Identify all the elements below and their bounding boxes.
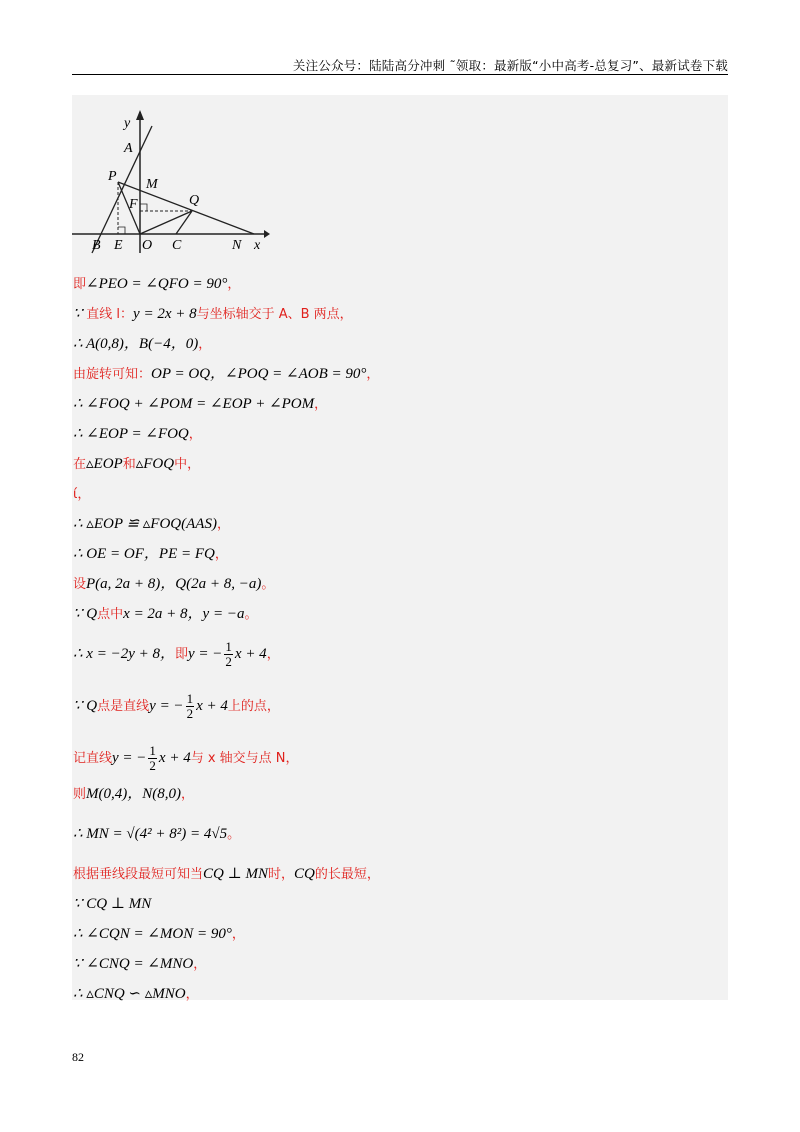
solution-line — [73, 334, 211, 355]
solution-line — [73, 984, 199, 1005]
math-expression: ∴ ∠EOP = ∠FOQ — [73, 426, 189, 442]
header-text: 关注公众号：陆陆高分冲刺 ˜领取：最新版“小中高考-总复习”、最新试卷下载 — [292, 58, 728, 73]
page-header — [72, 48, 728, 75]
solution-line — [73, 924, 245, 945]
explanation-text: ， — [227, 277, 241, 292]
explanation-text: 与坐标轴交于 A、B 两点， — [196, 307, 353, 322]
explanation-text: 与 x 轴交与点 N， — [190, 750, 299, 766]
math-expression: ∵ Q — [73, 697, 98, 714]
explanation-text: 则 — [73, 787, 87, 802]
solution-line — [73, 640, 280, 669]
explanation-text: 。 — [244, 607, 258, 622]
fraction — [224, 640, 233, 669]
fraction — [148, 744, 157, 773]
explanation-text: 由旋转可知： — [73, 367, 152, 382]
explanation-text: 和 — [122, 457, 136, 472]
explanation-text: 即 — [174, 646, 188, 662]
explanation-text: 上的点， — [227, 698, 280, 714]
solution-line — [73, 574, 274, 595]
math-expression: ∴ A(0,8)，B(−4，0) — [73, 336, 199, 352]
explanation-text: ， — [216, 517, 230, 532]
solution-line — [73, 784, 194, 805]
solution-line — [73, 364, 379, 385]
explanation-text: 设 — [73, 577, 87, 592]
label-a: A — [124, 141, 133, 156]
math-expression: OP = OQ，∠POQ = ∠AOB = 90° — [151, 366, 367, 382]
math-expression: M(0,4)，N(8,0) — [86, 786, 181, 802]
math-expression: ∵ — [73, 306, 87, 322]
solution-line — [73, 744, 299, 773]
explanation-text: 根据垂线段最短可知当 — [73, 867, 204, 882]
math-expression: ∴ ▵EOP ≌ ▵FOQ(AAS) — [73, 516, 217, 532]
math-expression: CQ ⊥ MN — [203, 866, 268, 882]
explanation-text: ， — [366, 367, 380, 382]
solution-line — [73, 544, 228, 565]
math-expression: ∴ ∠FOQ + ∠POM = ∠EOP + ∠POM — [73, 396, 315, 412]
math-expression: ∵ CQ ⊥ MN — [73, 896, 152, 912]
math-expression: ∴ x = −2y + 8， — [73, 645, 175, 662]
label-x: x — [254, 238, 261, 253]
fraction — [186, 692, 195, 721]
math-expression: y = − — [149, 697, 184, 714]
fraction-denominator: 2 — [186, 706, 194, 721]
math-expression: y = − — [188, 645, 223, 662]
explanation-text: ， — [231, 927, 245, 942]
label-q: Q — [189, 193, 200, 208]
explanation-text: 时， — [267, 867, 294, 882]
x-axis-arrow — [264, 230, 270, 238]
math-expression: ∴ ∠CQN = ∠MON = 90° — [73, 926, 232, 942]
math-expression: x + 4 — [234, 645, 267, 662]
solution-line — [73, 274, 240, 295]
explanation-text: ί， — [73, 487, 91, 502]
math-expression: ∵ ∠CNQ = ∠MNO — [73, 956, 194, 972]
explanation-text: 直线 l： — [86, 307, 134, 322]
label-e: E — [114, 238, 123, 253]
label-b: B — [92, 238, 101, 253]
right-angle-e — [118, 227, 125, 234]
math-expression: x + 4 — [196, 697, 228, 714]
label-c: C — [172, 238, 182, 253]
explanation-text: 。 — [261, 577, 275, 592]
solution-line — [73, 824, 240, 845]
solution-line — [73, 304, 353, 325]
explanation-text: 在 — [73, 457, 87, 472]
explanation-text: ， — [193, 957, 207, 972]
math-expression: x + 4 — [158, 749, 191, 766]
y-axis-arrow — [136, 110, 144, 120]
solution-line — [73, 514, 230, 535]
explanation-text: 即 — [73, 277, 87, 292]
solution-line — [73, 894, 151, 914]
solution-line — [73, 484, 90, 505]
label-o: O — [142, 238, 153, 253]
explanation-text: ， — [266, 646, 280, 662]
solution-line — [73, 604, 257, 625]
math-expression: ∴ OE = OF，PE = FQ — [73, 546, 215, 562]
math-expression: ∴ ▵CNQ ∽ ▵MNO — [73, 986, 186, 1002]
label-f: F — [129, 197, 138, 212]
explanation-text: 点中 — [97, 607, 124, 622]
explanation-text: ， — [188, 427, 202, 442]
explanation-text: 记直线 — [73, 750, 113, 766]
geometry-figure — [72, 108, 272, 258]
label-n: N — [232, 238, 242, 253]
math-expression: ∠PEO = ∠QFO = 90° — [86, 276, 228, 292]
explanation-text: ， — [314, 397, 328, 412]
explanation-text: ， — [214, 547, 228, 562]
page-number: 82 — [72, 1050, 84, 1064]
solution-line — [73, 424, 202, 445]
fraction-numerator: 1 — [186, 691, 194, 706]
right-angle-f — [140, 204, 147, 211]
solution-line — [73, 692, 280, 721]
solution-line — [73, 864, 380, 885]
explanation-text: 。 — [227, 827, 241, 842]
math-expression: ∵ Q — [73, 606, 98, 622]
explanation-text: 中， — [174, 457, 201, 472]
line-mn — [118, 182, 254, 234]
explanation-text: ， — [181, 787, 195, 802]
explanation-text: 的长最短， — [314, 867, 380, 882]
fraction-denominator: 2 — [149, 758, 156, 773]
math-expression: ▵FOQ — [135, 456, 175, 472]
explanation-text: ， — [185, 987, 199, 1002]
fraction-denominator: 2 — [225, 654, 232, 669]
solution-line — [73, 394, 327, 415]
math-expression: ▵EOP — [86, 456, 123, 472]
solution-line — [73, 954, 206, 975]
math-expression: ∴ MN = √(4² + 8²) = 4√5 — [73, 826, 228, 842]
solution-line — [73, 454, 200, 475]
explanation-text: 点是直线 — [97, 698, 150, 714]
math-expression: y = − — [112, 749, 147, 766]
math-expression: y = 2x + 8 — [133, 306, 197, 322]
label-p: P — [108, 169, 117, 184]
fraction-numerator: 1 — [149, 743, 156, 758]
explanation-text: ， — [198, 337, 212, 352]
math-expression: P(a, 2a + 8)，Q(2a + 8, −a) — [86, 576, 262, 592]
math-expression: x = 2a + 8，y = −a — [123, 606, 245, 622]
math-expression: CQ — [293, 866, 315, 882]
fraction-numerator: 1 — [225, 639, 232, 654]
label-y: y — [124, 116, 131, 131]
label-m: M — [146, 177, 158, 192]
